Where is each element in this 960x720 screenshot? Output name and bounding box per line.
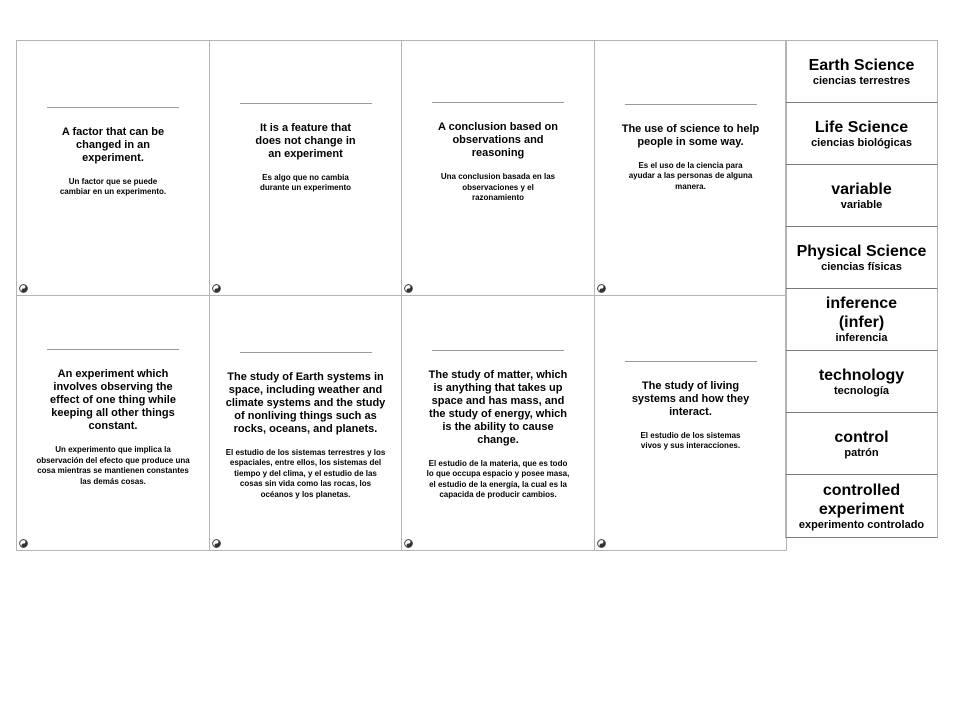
divider-line	[240, 352, 372, 353]
card-definition-en: It is a feature that does not change in an experiment	[255, 121, 356, 160]
term-card	[786, 289, 938, 351]
term-word-en: inference (infer)	[825, 295, 898, 331]
term-word-es: ciencias biológicas	[811, 136, 912, 149]
definition-cards-grid	[16, 40, 787, 551]
yin-yang-logo-icon	[212, 539, 221, 548]
term-word-en: Life Science	[814, 118, 909, 136]
term-word-en: controlled experiment	[818, 481, 905, 518]
divider-line	[625, 104, 757, 105]
term-card	[786, 413, 938, 475]
definition-card	[402, 296, 595, 551]
term-word-en: technology	[818, 366, 905, 384]
term-word-en: control	[834, 428, 889, 446]
definition-card	[595, 296, 787, 551]
term-word-es: ciencias físicas	[821, 260, 902, 273]
card-definition-en: The study of matter, which is anything that takes up space and has mass, and the study of energy, which is the ability to cause change.	[428, 368, 568, 446]
card-definition-en: A factor that can be changed in an experiment.	[61, 125, 165, 164]
term-word-es: variable	[840, 198, 883, 211]
term-card	[786, 103, 938, 165]
card-definition-en: The use of science to help people in some way.	[621, 122, 760, 148]
yin-yang-logo-icon	[404, 539, 413, 548]
term-word-es: ciencias terrestres	[812, 74, 911, 87]
term-word-en: Earth Science	[808, 56, 915, 74]
divider-line	[47, 349, 179, 350]
term-word-en: Physical Science	[796, 242, 927, 260]
card-definition-en: An experiment which involves observing the effect of one thing while keeping all other things constant.	[50, 368, 176, 432]
yin-yang-logo-icon	[19, 284, 28, 293]
term-card	[786, 165, 938, 227]
term-word-es: inferencia	[835, 332, 888, 344]
definition-card	[595, 41, 787, 296]
yin-yang-logo-icon	[19, 539, 28, 548]
vocabulary-terms-column	[785, 40, 938, 538]
term-card	[786, 475, 938, 538]
yin-yang-logo-icon	[404, 284, 413, 293]
divider-line	[432, 102, 564, 103]
definition-card	[17, 296, 210, 551]
divider-line	[432, 350, 564, 351]
card-definition-es: Es algo que no cambia durante un experimento	[259, 172, 352, 192]
card-definition-es: Un factor que se puede cambiar en un experimento.	[59, 176, 167, 196]
yin-yang-logo-icon	[597, 284, 606, 293]
card-definition-es: El estudio de la materia, que es todo lo que occupa espacio y posee masa, el estudio de la energía, la cual es la capacida de producir cambios.	[426, 458, 570, 499]
term-word-es: experimento controlado	[798, 518, 925, 531]
card-definition-es: Un experimento que implica la observación del efecto que produce una cosa mientras se mantienen constantes las demás cosas.	[36, 445, 190, 486]
card-definition-es: El estudio de los sistemas vivos y sus interacciones.	[640, 430, 741, 450]
term-word-en: variable	[831, 180, 892, 198]
yin-yang-logo-icon	[597, 539, 606, 548]
term-card	[786, 351, 938, 413]
definition-card	[210, 41, 402, 296]
term-card	[786, 41, 938, 103]
card-definition-en: The study of living systems and how they interact.	[631, 379, 750, 418]
card-definition-en: The study of Earth systems in space, including weather and climate systems and the study of nonliving things such as rocks, oceans, and planets.	[225, 370, 386, 435]
divider-line	[625, 361, 757, 362]
card-definition-en: A conclusion based on observations and reasoning	[438, 121, 558, 160]
card-definition-es: El estudio de los sistemas terrestres y los espaciales, entre ellos, los sistemas del tiempo y del clima, y el estudio de las cosas sin vida como las rocas, los océanos y los planetas.	[225, 447, 386, 499]
card-definition-es: Es el uso de la ciencia para ayudar a las personas de alguna manera.	[628, 160, 753, 191]
term-card	[786, 227, 938, 289]
term-word-es: tecnología	[833, 384, 889, 397]
definition-card	[17, 41, 210, 296]
definition-card	[210, 296, 402, 551]
card-definition-es: Una conclusion basada en las observaciones y el razonamiento	[440, 172, 556, 203]
divider-line	[47, 107, 179, 108]
yin-yang-logo-icon	[212, 284, 221, 293]
divider-line	[240, 103, 372, 104]
definition-card	[402, 41, 595, 296]
term-word-es: patrón	[844, 446, 879, 459]
